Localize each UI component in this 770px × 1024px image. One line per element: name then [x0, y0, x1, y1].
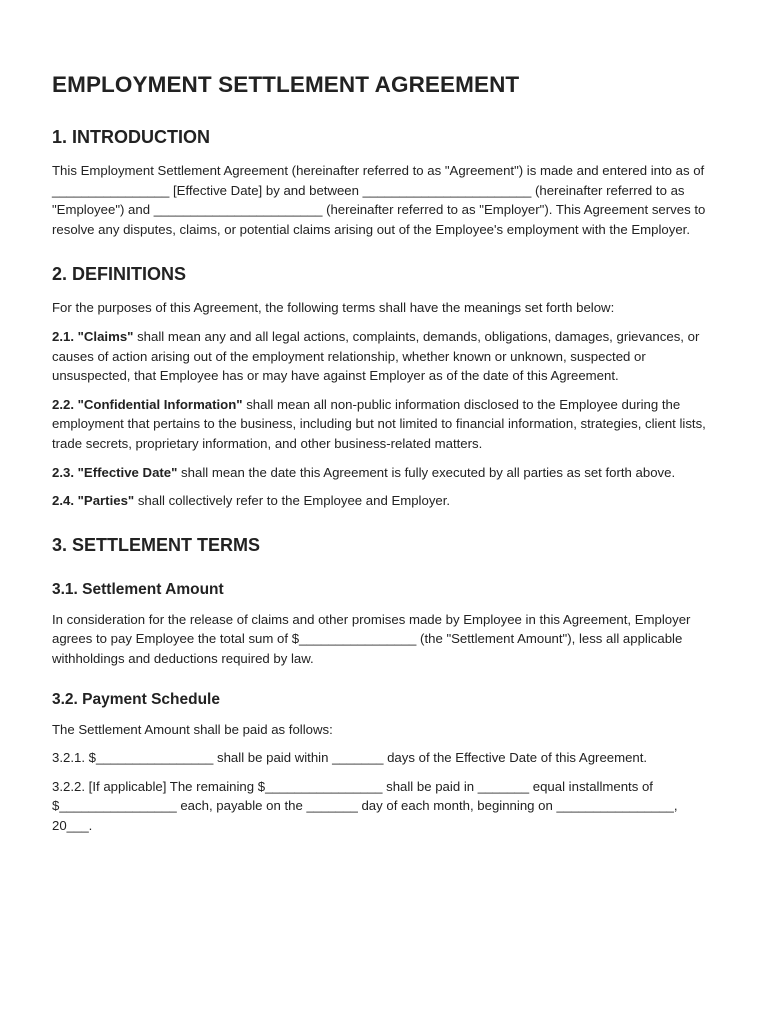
definition-term: 2.1. "Claims" [52, 328, 134, 344]
definition-parties [52, 491, 718, 511]
definition-text: shall collectively refer to the Employee and Employer. [134, 493, 451, 509]
definition-claims [52, 327, 718, 386]
definition-effective-date [52, 463, 718, 483]
definitions-section [52, 261, 718, 510]
document-title: EMPLOYMENT SETTLEMENT AGREEMENT [52, 72, 520, 97]
introduction-paragraph: This Employment Settlement Agreement (hereinafter referred to as "Agreement") is made and entered into as of ________________ [Effective Date] by and between _______________________ (hereinafter referred to as "Employee") and _______________________ (hereinafter referred to as "Employer"). This Agreement serves to resolve any disputes, claims, or potential claims arising out of the Employee's employment with the Employer. [52, 163, 706, 237]
settlement-terms-heading: 3. SETTLEMENT TERMS [52, 534, 261, 555]
definitions-heading: 2. DEFINITIONS [52, 264, 187, 285]
definition-term: 2.2. "Confidential Information" [52, 396, 243, 412]
definition-confidential-information [52, 395, 718, 454]
introduction-heading: 1. INTRODUCTION [52, 127, 211, 147]
settlement-amount-paragraph: In consideration for the release of claims and other promises made by Employee in this Agreement, Employer agrees to pay Employee the total sum of $________________ (the "Settlement Amount"), less all applicable withholdings and deductions required by law. [52, 611, 691, 666]
definition-text: shall mean all non-public information disclosed to the Employee during the employment that pertains to the business, including but not limited to financial information, strategies, client lists, trade secrets, proprietary information, and other business-related matters. [52, 396, 706, 451]
introduction-section [52, 124, 718, 239]
payment-schedule-item-1: 3.2.1. $________________ shall be paid within _______ days of the Effective Date of this Agreement. [52, 750, 648, 766]
settlement-amount-heading: 3.1. Settlement Amount [52, 580, 224, 598]
definition-term: 2.4. "Parties" [52, 493, 135, 509]
payment-schedule-lead: The Settlement Amount shall be paid as follows: [52, 721, 333, 737]
definitions-lead: For the purposes of this Agreement, the following terms shall have the meanings set forth below: [52, 300, 615, 316]
payment-schedule-heading: 3.2. Payment Schedule [52, 690, 220, 708]
definition-text: shall mean the date this Agreement is fully executed by all parties as set forth above. [177, 464, 676, 480]
definition-text: shall mean any and all legal actions, complaints, demands, obligations, damages, grievances, or causes of action arising out of the employment relationship, whether known or unknown, suspected or unsuspected, that Employee has or may have against Employer as of the date of this Agreement. [52, 328, 700, 384]
payment-schedule-item-2: 3.2.2. [If applicable] The remaining $________________ shall be paid in _______ equal installments of $________________ each, payable on the _______ day of each month, beginning on ________________, 20___. [52, 778, 678, 833]
settlement-terms-section [52, 532, 718, 836]
definition-term: 2.3. "Effective Date" [52, 464, 178, 480]
